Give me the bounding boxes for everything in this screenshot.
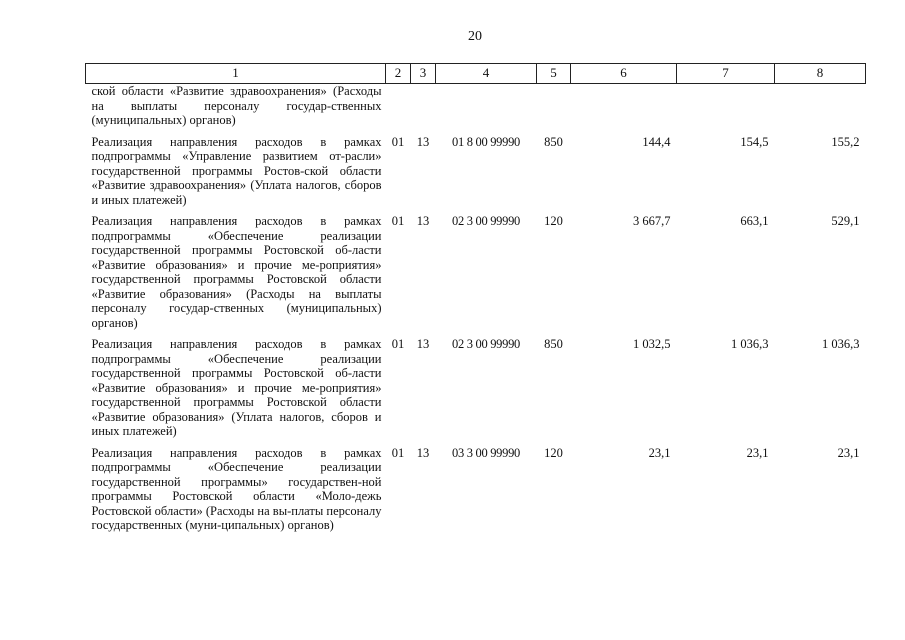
row-col-6: 1 032,5 xyxy=(633,337,671,351)
row-col-4: 01 8 00 99990 xyxy=(452,134,520,149)
row-col-2: 01 xyxy=(391,337,405,351)
row-col-6: 23,1 xyxy=(648,445,671,460)
row-col-4 xyxy=(436,84,537,128)
row-col-8 xyxy=(775,84,866,128)
table-row xyxy=(86,330,866,439)
header-col-8: 8 xyxy=(775,64,866,84)
row-col-4: 03 3 00 99990 xyxy=(452,445,520,460)
row-col-2: 01 xyxy=(391,445,405,460)
row-col-6: 144,4 xyxy=(642,134,671,149)
row-col-5: 850 xyxy=(544,337,563,351)
row-description: Реализация направления расходов в рамках подпрограммы «Обеспечение реализации государственной программы Ростовской об-ласти «Развитие образования» и прочие ме-роприятия» государственной программы Ростовской области «Развитие образования» (Расходы на выплаты персоналу государ-ственных (муниципальных) органов) xyxy=(91,214,382,330)
table-row xyxy=(86,207,866,330)
row-col-6 xyxy=(571,84,677,128)
row-description: Реализация направления расходов в рамках подпрограммы «Обеспечение реализации государственной программы Ростовской об-ласти «Развитие образования» и прочие ме-роприятия» государственной программы Ростовской области «Развитие образования» (Уплата налогов, сборов и иных платежей) xyxy=(91,337,382,438)
row-col-2 xyxy=(386,84,411,128)
row-col-8: 529,1 xyxy=(831,214,860,228)
header-col-1: 1 xyxy=(86,64,386,84)
row-col-6: 3 667,7 xyxy=(633,214,671,228)
row-description: Реализация направления расходов в рамках подпрограммы «Управление развитием от-расли» государственной программы Ростов-ской области «Развитие здравоохранения» (Уплата налогов, сборов и иных платежей) xyxy=(91,134,382,207)
row-col-2: 01 xyxy=(391,134,405,149)
header-col-7: 7 xyxy=(677,64,775,84)
row-col-7: 1 036,3 xyxy=(731,337,769,351)
row-col-7: 663,1 xyxy=(740,214,769,228)
header-row xyxy=(86,64,866,84)
row-col-5: 120 xyxy=(544,445,563,460)
row-col-3: 13 xyxy=(416,445,430,460)
table-row xyxy=(86,439,866,533)
page-number: 20 xyxy=(468,29,482,44)
row-col-3: 13 xyxy=(416,337,430,351)
table-row xyxy=(86,128,866,208)
header-col-5: 5 xyxy=(537,64,571,84)
row-description: ской области «Развитие здравоохранения» (Расходы на выплаты персоналу государ-ственных (муниципальных) органов) xyxy=(91,84,382,127)
row-col-4: 02 3 00 99990 xyxy=(452,214,520,228)
header-col-2: 2 xyxy=(386,64,411,84)
budget-table xyxy=(85,63,866,533)
row-col-2: 01 xyxy=(391,214,405,228)
row-col-7: 154,5 xyxy=(740,134,769,149)
row-col-3: 13 xyxy=(416,214,430,228)
header-col-6: 6 xyxy=(571,64,677,84)
row-col-8: 1 036,3 xyxy=(822,337,860,351)
row-col-7 xyxy=(677,84,775,128)
row-col-5: 850 xyxy=(544,134,563,149)
header-col-4: 4 xyxy=(436,64,537,84)
row-col-3: 13 xyxy=(416,134,430,149)
row-description: Реализация направления расходов в рамках подпрограммы «Обеспечение реализации государственной программы» государствен-ной программы Ростовской области «Моло-дежь Ростовской области» (Расходы на вы-платы персоналу государственных (муни-ципальных) органов) xyxy=(91,445,382,532)
table-row xyxy=(86,84,866,128)
row-col-5 xyxy=(537,84,571,128)
row-col-4: 02 3 00 99990 xyxy=(452,337,520,351)
header-col-3: 3 xyxy=(411,64,436,84)
row-col-3 xyxy=(411,84,436,128)
row-col-7: 23,1 xyxy=(746,445,769,460)
row-col-5: 120 xyxy=(544,214,563,228)
row-col-8: 155,2 xyxy=(831,134,860,149)
row-col-8: 23,1 xyxy=(837,445,860,460)
